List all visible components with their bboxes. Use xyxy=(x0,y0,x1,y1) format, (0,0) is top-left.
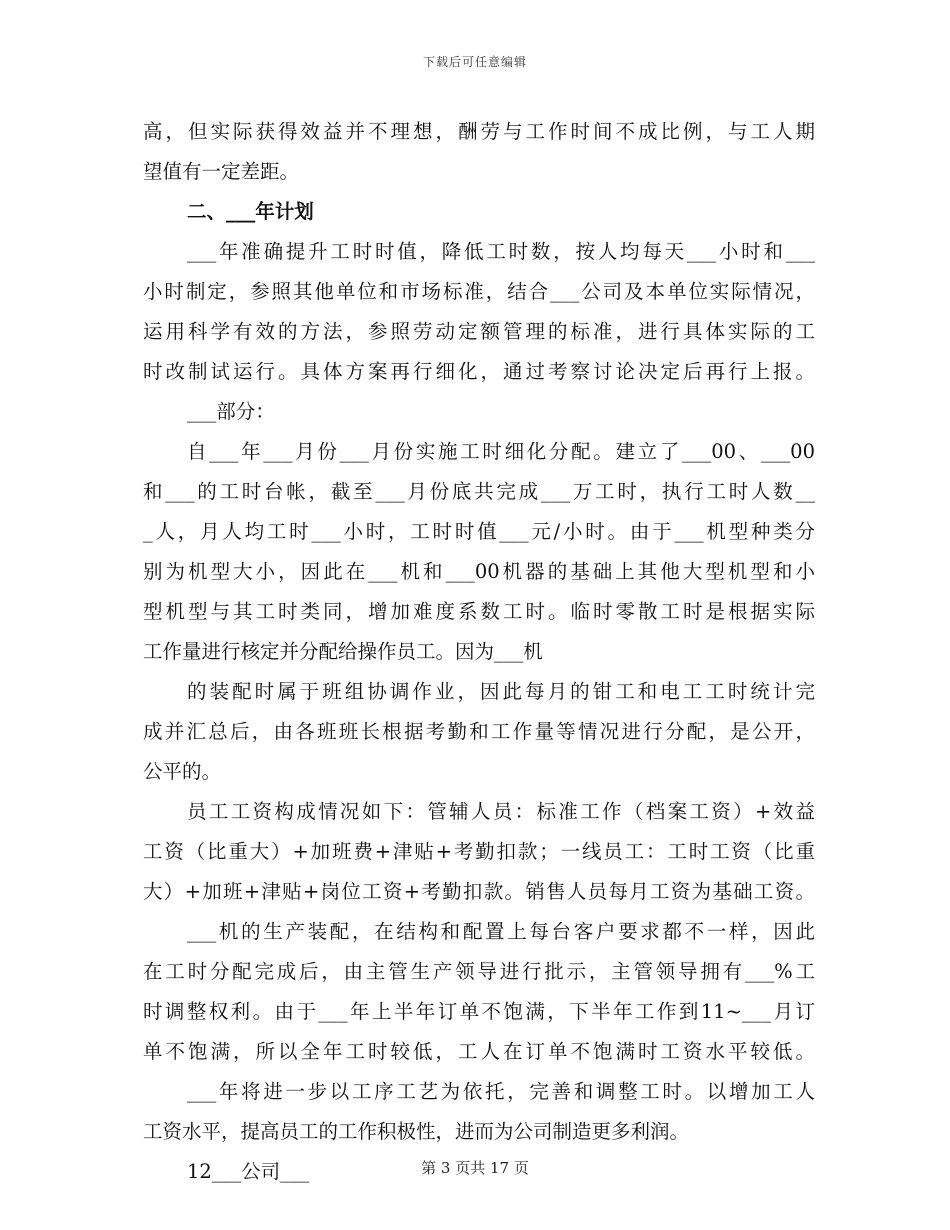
paragraph-line: 时调整权利。由于___年上半年订单不饱满，下半年工作到11~___月订 xyxy=(143,1000,815,1023)
paragraph-line: 的装配时属于班组协调作业，因此每月的钳工和电工工时统计完 xyxy=(187,680,815,703)
paragraph-line: ___机的生产装配，在结构和配置上每台客户要求都不一样，因此 xyxy=(187,920,815,943)
paragraph-line: 工作量进行核定并分配给操作员工。因为___机 xyxy=(143,640,543,663)
paragraph-line: 员工工资构成情况如下：管辅人员：标准工作（档案工资）+效益 xyxy=(187,800,815,823)
paragraph-line: 工资水平，提高员工的工作积极性，进而为公司制造更多利润。 xyxy=(143,1120,690,1143)
paragraph-line: ___年准确提升工时时值，降低工时数，按人均每天___小时和___ xyxy=(187,240,815,263)
paragraph-line: 别为机型大小，因此在___机和___00机器的基础上其他大型机型和小 xyxy=(143,560,815,583)
paragraph-line: 在工时分配完成后，由主管生产领导进行批示，主管领导拥有___%工 xyxy=(143,960,815,983)
paragraph-line: ___部分： xyxy=(187,400,275,423)
paragraph-line: _人，月人均工时___小时，工时时值___元/小时。由于___机型种类分 xyxy=(143,520,815,543)
paragraph-line: 工资（比重大）+加班费+津贴+考勤扣款；一线员工：工时工资（比重 xyxy=(143,840,815,863)
document-body xyxy=(143,112,815,1192)
paragraph-line: 单不饱满，所以全年工时较低，工人在订单不饱满时工资水平较低。 xyxy=(143,1040,815,1063)
paragraph-line: 小时制定，参照其他单位和市场标准，结合___公司及本单位实际情况， xyxy=(143,280,815,303)
paragraph-line: 型机型与其工时类同，增加难度系数工时。临时零散工时是根据实际 xyxy=(143,600,815,623)
paragraph-line: 自___年___月份___月份实施工时细化分配。建立了___00、___00 xyxy=(187,440,815,463)
page-footer: 第 3 页共 17 页 xyxy=(421,1159,529,1177)
page-header: 下载后可任意编辑 xyxy=(422,55,527,69)
paragraph-line: 和___的工时台帐，截至___月份底共完成___万工时，执行工时人数__ xyxy=(143,480,815,503)
paragraph-line: 时改制试运行。具体方案再行细化，通过考察讨论决定后再行上报。 xyxy=(143,360,815,383)
paragraph-line: ___年将进一步以工序工艺为依托，完善和调整工时。以增加工人 xyxy=(187,1080,815,1103)
paragraph-line: 12___公司___ xyxy=(187,1160,310,1183)
paragraph-line: 大）+加班+津贴+岗位工资+考勤扣款。销售人员每月工资为基础工资。 xyxy=(143,880,815,903)
paragraph-line: 运用科学有效的方法，参照劳动定额管理的标准，进行具体实际的工 xyxy=(143,320,815,343)
section-heading: 二、___年计划 xyxy=(187,200,314,223)
paragraph-line: 高，但实际获得效益并不理想，酬劳与工作时间不成比例，与工人期 xyxy=(143,120,815,143)
paragraph-line: 成并汇总后，由各班班长根据考勤和工作量等情况进行分配，是公开， xyxy=(143,720,815,743)
paragraph-line: 望值有一定差距。 xyxy=(143,160,300,183)
paragraph-line: 公平的。 xyxy=(143,760,222,783)
